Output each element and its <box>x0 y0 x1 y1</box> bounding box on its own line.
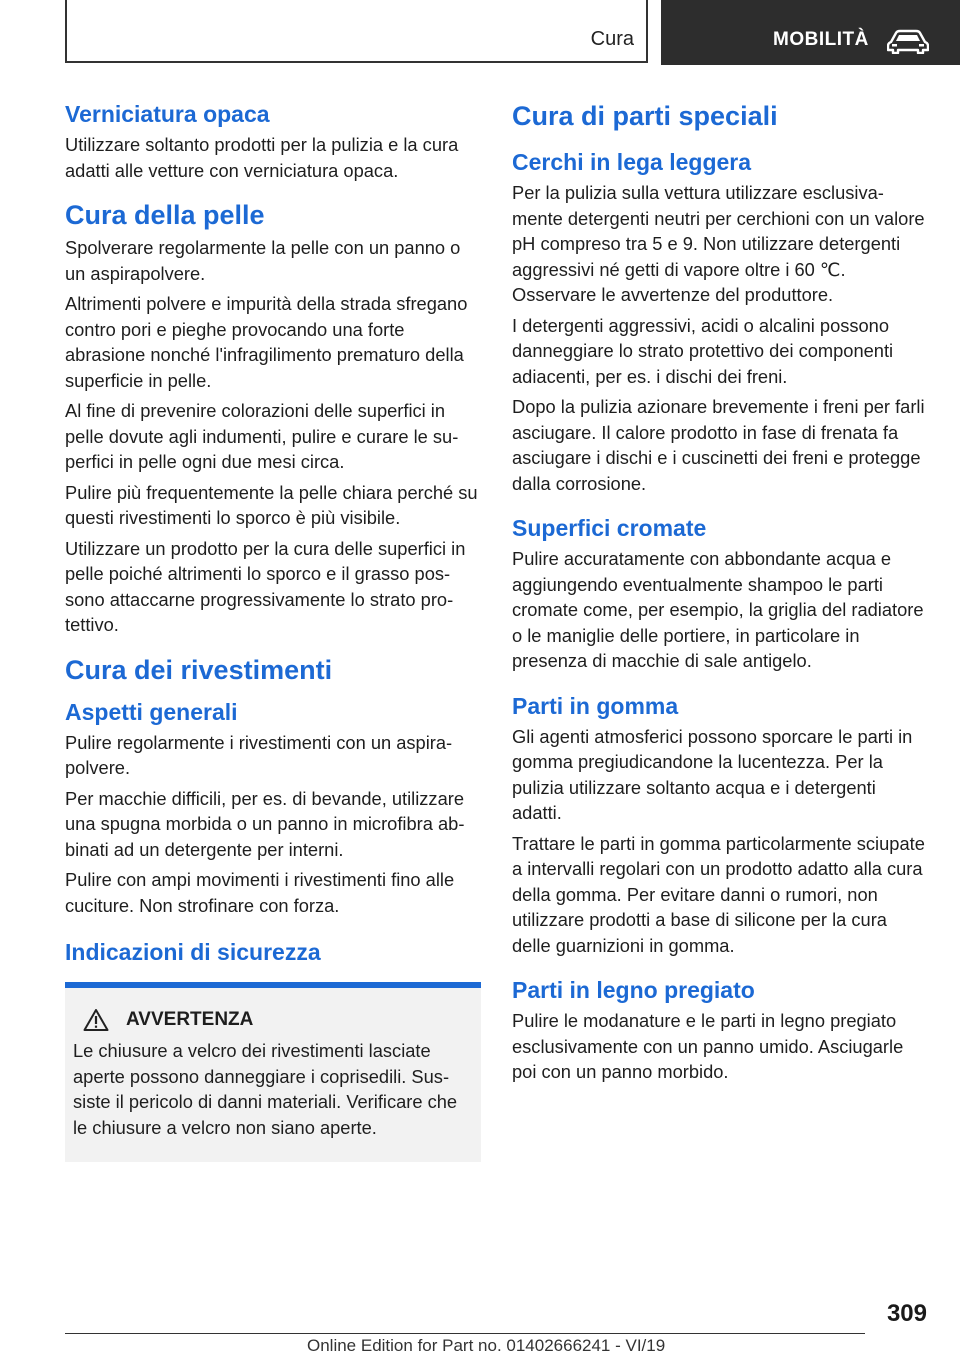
heading-verniciatura-opaca: Verniciatura opaca <box>65 101 270 127</box>
paragraph: Dopo la pulizia azionare brevemente i freni per farli asciugare. Il calore prodotto in fase di frenata fa asciugare i dischi e i cuscinetti dei freni e protegge dalla corrosione. <box>512 396 925 494</box>
paragraph: Spolverare regolarmente la pelle con un panno o un aspirapolvere. <box>65 237 461 284</box>
paragraph: Gli agenti atmosferici possono sporcare le parti in gomma pregiudicandone la lucentezza. Per la pulizia utilizzare soltanto acqua e i detergenti adatti. <box>512 725 913 823</box>
warning-text: Le chiusure a velcro dei rivestimenti lasciate aperte possono danneggiare i coprisedili. Sussiste il pericolo di danni materiali. Verificare che le chiusure a velcro non siano aperte. <box>73 1040 458 1138</box>
heading-parti-gomma: Parti in gomma <box>512 692 679 719</box>
warning-header <box>73 1008 473 1032</box>
left-column <box>65 98 481 1162</box>
car-icon <box>887 28 929 54</box>
heading-cura-rivestimenti: Cura dei rivestimenti <box>65 654 333 685</box>
paragraph: I detergenti aggressivi, acidi o alcalini possono danneggiare lo strato protettivo dei componenti adiacenti, per es. i dischi dei freni. <box>512 314 894 387</box>
paragraph: Al fine di prevenire colorazioni delle superfici in pelle dovute agli indumenti, pulire e curare le superfici in pelle ogni due mesi circa. <box>65 400 459 472</box>
paragraph: Per macchie difficili, per es. di bevande, utilizzare una spugna morbida o un panno in microfibra abbinati ad un detergente per interni. <box>65 787 465 860</box>
header-section-title: Cura <box>590 28 634 50</box>
paragraph: Pulire più frequentemente la pelle chiara perché su questi rivestimenti lo sporco è più visibile. <box>65 481 478 528</box>
warning-box <box>65 988 481 1162</box>
paragraph: Utilizzare soltanto prodotti per la pulizia e la cura adatti alle vetture con verniciatura opaca. <box>65 134 459 181</box>
page-number: 309 <box>886 1300 927 1327</box>
heading-superfici-cromate: Superfici cromate <box>512 515 707 541</box>
paragraph: Per la pulizia sulla vettura utilizzare esclusivamente detergenti neutri per cerchioni con un valore pH compreso tra 5 e 9. Non utilizzare detergenti aggressivi né getti di vapore oltre i 60 ℃. Osservare le avvertenze del produttore. <box>512 182 925 305</box>
right-column <box>512 98 928 1090</box>
paragraph: Pulire accuratamente con abbondante acqua e aggiungendo eventualmente shampoo le parti cromate come, per esempio, la griglia del radiatore o le maniglie delle portiere, in particolare in presenza di macchie di sale antigelo. <box>512 548 924 671</box>
heading-cerchi-lega: Cerchi in lega leggera <box>512 149 752 175</box>
paragraph: Pulire regolarmente i rivestimenti con un aspirapolvere. <box>65 731 453 778</box>
heading-aspetti-generali: Aspetti generali <box>65 698 238 725</box>
heading-indicazioni-sicurezza: Indicazioni di sicurezza <box>65 939 321 965</box>
paragraph: Pulire le modanature e le parti in legno pregiato esclusivamente con un panno umido. Asciugarle poi con un panno morbido. <box>512 1010 904 1082</box>
footer-divider <box>65 1333 865 1334</box>
header-chapter-box <box>661 0 960 65</box>
warning-triangle-icon <box>83 1008 109 1032</box>
paragraph: Altrimenti polvere e impurità della strada sfregano contro pori e pieghe provocando una forte abrasione nonché l'infragilimento prematuro della superficie in pelle. <box>65 293 468 391</box>
warning-title: AVVERTENZA <box>126 1009 254 1030</box>
paragraph: Trattare le parti in gomma particolarmente sciupate a intervalli regolari con un prodotto adatto alla cura della gomma. Per evitare danni o rumori, non utilizzare prodotti a base di silicone per la cura delle guarnizioni in gomma. <box>512 832 925 956</box>
paragraph: Utilizzare un prodotto per la cura delle superfici in pelle poiché altrimenti lo sporco e il grasso possono attaccarne progressivamente lo strato protettivo. <box>65 537 466 635</box>
heading-parti-legno: Parti in legno pregiato <box>512 977 755 1003</box>
header-chapter-title: MOBILITÀ <box>773 29 869 50</box>
heading-cura-pelle: Cura della pelle <box>65 200 265 230</box>
paragraph: Pulire con ampi movimenti i rivestimenti fino alle cuciture. Non strofinare con forza. <box>65 869 455 916</box>
heading-cura-parti-speciali: Cura di parti speciali <box>512 101 778 131</box>
footer-edition: Online Edition for Part no. 01402666241 - VI/19 <box>307 1336 666 1355</box>
header-section-box <box>65 0 648 63</box>
